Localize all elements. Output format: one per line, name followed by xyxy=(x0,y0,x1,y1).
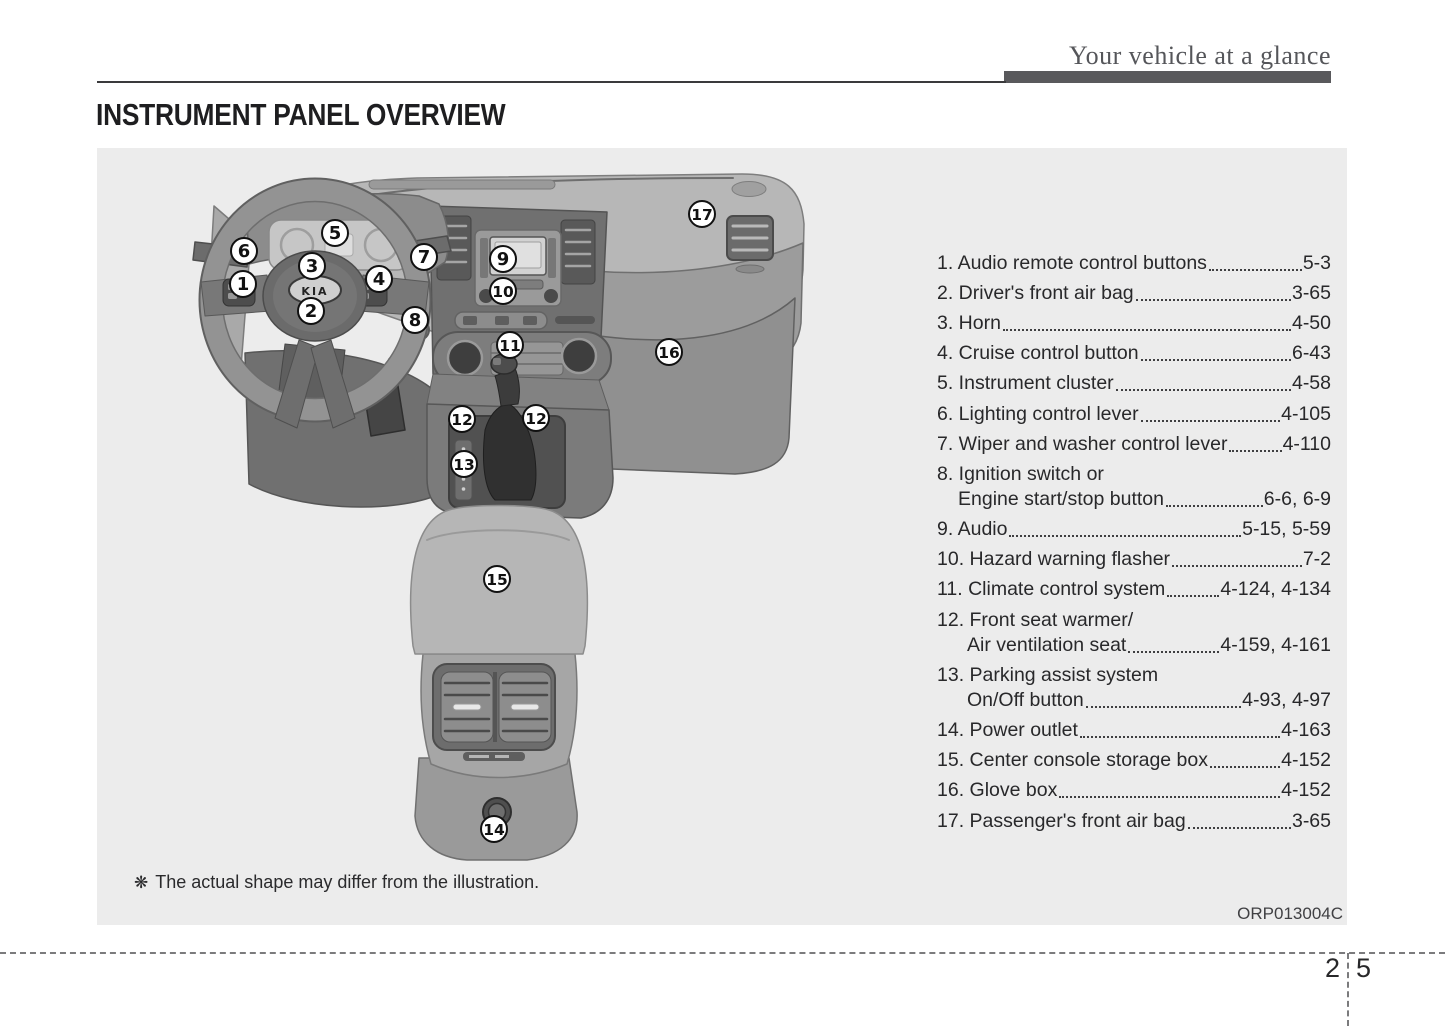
svg-text:16: 16 xyxy=(658,344,680,362)
legend-page-ref: 4-110 xyxy=(1282,432,1331,455)
legend-item xyxy=(937,278,1331,308)
dotted-leader xyxy=(1166,505,1263,507)
svg-text:15: 15 xyxy=(486,571,508,589)
legend-page-ref: 4-152 xyxy=(1281,779,1331,802)
svg-text:2: 2 xyxy=(304,301,318,322)
legend-item xyxy=(937,515,1331,545)
dotted-leader xyxy=(1059,796,1280,798)
legend-page-ref: 5-15, 5-59 xyxy=(1242,518,1331,541)
dotted-leader xyxy=(1209,269,1302,271)
callout-badge-6 xyxy=(231,238,257,264)
legend-page-ref: 5-3 xyxy=(1302,251,1331,274)
legend-item-label: 7. Wiper and washer control lever xyxy=(937,432,1228,455)
dotted-leader xyxy=(1172,565,1302,567)
svg-text:8: 8 xyxy=(408,310,422,331)
header-bar xyxy=(1004,71,1331,83)
callout-badge-4 xyxy=(366,266,392,292)
callout-badge-17 xyxy=(689,201,715,227)
legend-item-label: 12. Front seat warmer/ xyxy=(937,608,1134,631)
dotted-leader xyxy=(1141,420,1281,422)
legend-item xyxy=(937,545,1331,575)
legend-page-ref: 6-43 xyxy=(1291,342,1331,365)
legend-item xyxy=(937,806,1331,836)
dotted-leader xyxy=(1188,827,1291,829)
callout-badge-3 xyxy=(299,253,325,279)
legend-item xyxy=(937,339,1331,369)
legend-item xyxy=(937,605,1331,660)
callout-badge-9 xyxy=(490,246,516,272)
dotted-leader xyxy=(1080,736,1280,738)
legend-page-ref: 4-124, 4-134 xyxy=(1220,578,1331,601)
dotted-leader xyxy=(1141,359,1291,361)
legend-item xyxy=(937,746,1331,776)
footnote-text: The actual shape may differ from the illustration. xyxy=(155,872,540,892)
callout-badge-10 xyxy=(490,278,516,304)
callout-badge-16 xyxy=(656,339,682,365)
dotted-leader xyxy=(1086,706,1241,708)
header-rule xyxy=(97,81,1006,83)
running-title: Your vehicle at a glance xyxy=(1068,41,1331,70)
legend-item xyxy=(937,776,1331,806)
svg-text:17: 17 xyxy=(691,206,713,224)
svg-text:3: 3 xyxy=(305,256,319,277)
legend-item-label: 11. Climate control system xyxy=(937,578,1166,601)
svg-text:6: 6 xyxy=(237,241,251,262)
legend-page-ref: 4-152 xyxy=(1281,749,1331,772)
legend-item-label: 17. Passenger's front air bag xyxy=(937,809,1186,832)
legend-item-label: 8. Ignition switch or xyxy=(937,462,1104,485)
legend-item-label: 4. Cruise control button xyxy=(937,342,1139,365)
legend-page-ref: 4-50 xyxy=(1291,311,1331,334)
svg-text:12: 12 xyxy=(525,410,547,428)
legend-item xyxy=(937,248,1331,278)
callout-badge-13 xyxy=(451,451,477,477)
legend-page-ref: 7-2 xyxy=(1302,548,1331,571)
chapter-number: 2 xyxy=(1324,953,1340,983)
legend-item-label: 10. Hazard warning flasher xyxy=(937,548,1171,571)
legend-page-ref: 4-159, 4-161 xyxy=(1220,633,1331,656)
legend-page-ref: 4-93, 4-97 xyxy=(1242,688,1331,711)
svg-text:12: 12 xyxy=(451,411,473,429)
svg-text:10: 10 xyxy=(492,283,514,301)
dotted-leader xyxy=(1009,535,1241,537)
legend-page-ref: 4-163 xyxy=(1281,719,1331,742)
legend-item-label: 6. Lighting control lever xyxy=(937,402,1139,425)
callout-badge-14 xyxy=(481,816,507,842)
legend-item xyxy=(937,429,1331,459)
callout-badge-5 xyxy=(322,220,348,246)
svg-text:13: 13 xyxy=(453,456,475,474)
rear-vent-panel xyxy=(421,654,577,778)
instrument-panel-diagram xyxy=(97,148,847,925)
legend-item-label: 5. Instrument cluster xyxy=(937,372,1114,395)
audio-unit xyxy=(475,230,561,306)
callout-badge-1 xyxy=(230,271,256,297)
footnote xyxy=(134,872,539,893)
legend-item-label: 16. Glove box xyxy=(937,779,1058,802)
legend-item-label: 13. Parking assist system xyxy=(937,663,1159,686)
callout-badge-12 xyxy=(523,405,549,431)
dotted-leader xyxy=(1229,450,1281,452)
legend-item-label: 1. Audio remote control buttons xyxy=(937,251,1207,274)
kia-badge-text: KIA xyxy=(301,285,329,298)
legend-item-label: 2. Driver's front air bag xyxy=(937,281,1134,304)
callout-badge-7 xyxy=(411,244,437,270)
footnote-asterisk-icon: ❋ xyxy=(134,873,149,892)
dotted-leader xyxy=(1167,595,1219,597)
dotted-leader xyxy=(1210,766,1280,768)
legend-item-label-wrap: On/Off button xyxy=(967,688,1084,711)
content-panel xyxy=(97,148,1347,925)
page-title: INSTRUMENT PANEL OVERVIEW xyxy=(96,97,506,132)
legend-list xyxy=(937,248,1331,836)
legend-page-ref: 4-105 xyxy=(1281,402,1331,425)
svg-text:4: 4 xyxy=(372,269,386,290)
svg-text:14: 14 xyxy=(483,821,505,839)
svg-text:7: 7 xyxy=(417,247,431,268)
svg-text:11: 11 xyxy=(499,337,521,355)
legend-item xyxy=(937,715,1331,745)
dotted-leader xyxy=(1116,389,1291,391)
legend-item xyxy=(937,369,1331,399)
legend-page-ref: 6-6, 6-9 xyxy=(1263,487,1331,510)
legend-page-ref: 3-65 xyxy=(1291,809,1331,832)
dotted-leader xyxy=(1003,329,1291,331)
legend-item-label: 9. Audio xyxy=(937,518,1008,541)
callout-badge-12 xyxy=(449,406,475,432)
legend-item xyxy=(937,399,1331,429)
callout-badge-15 xyxy=(484,566,510,592)
dotted-leader xyxy=(1128,651,1219,653)
svg-text:5: 5 xyxy=(328,223,342,244)
svg-text:9: 9 xyxy=(496,249,510,270)
page-number-value: 5 xyxy=(1356,953,1372,983)
legend-item xyxy=(937,459,1331,514)
footer-vertical-rule xyxy=(1347,953,1349,1026)
footer-dashed-rule xyxy=(0,952,1445,954)
legend-item-label-wrap: Air ventilation seat xyxy=(967,633,1127,656)
legend-page-ref: 3-65 xyxy=(1291,281,1331,304)
legend-item xyxy=(937,308,1331,338)
legend-item-label: 3. Horn xyxy=(937,311,1001,334)
dotted-leader xyxy=(1136,299,1291,301)
figure-code: ORP013004C xyxy=(1237,904,1343,923)
svg-text:1: 1 xyxy=(236,274,250,295)
legend-page-ref: 4-58 xyxy=(1291,372,1331,395)
legend-item-label: 14. Power outlet xyxy=(937,719,1078,742)
legend-item-label: 15. Center console storage box xyxy=(937,749,1209,772)
legend-item-label-wrap: Engine start/stop button xyxy=(958,487,1164,510)
legend-item xyxy=(937,660,1331,715)
legend-item xyxy=(937,575,1331,605)
callout-badge-11 xyxy=(497,332,523,358)
callout-badge-8 xyxy=(402,307,428,333)
callout-badge-2 xyxy=(298,298,324,324)
